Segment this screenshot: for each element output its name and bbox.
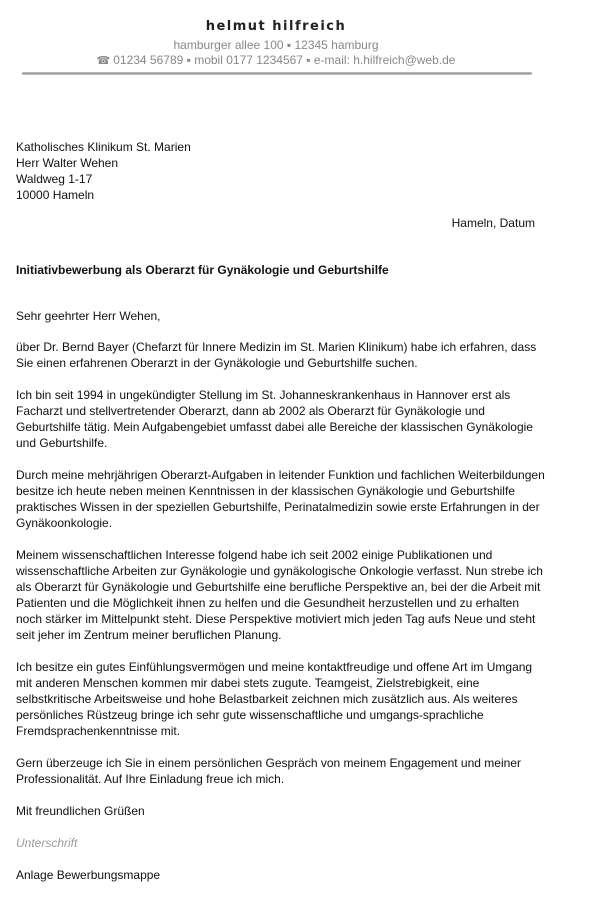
salutation: Sehr geehrter Herr Wehen, — [16, 309, 161, 323]
body-paragraph: Meinem wissenschaftlichen Interesse folgend habe ich seit 2002 einige Publikationen und wissenschaftliche Arbeiten zur Gynäkologie und gynäkologische Onkologie verfasst. Nun strebe ich als Oberarzt für Gynäkologie und Geburtshilfe eine berufliche Perspektive an, bei der die Arbeit mit Patienten und die Möglichkeit ihnen zu helfen und die Gesundheit herzustellen und zu erhalten noch stärker im Mittelpunkt steht. Diese Perspektive motiviert mich jeden Tag aufs Neue und steht seit jeher im Zentrum meiner beruflichen Planung. — [16, 548, 543, 642]
body-paragraph: Ich bin seit 1994 in ungekündigter Stellung im St. Johanneskrankenhaus in Hannover erst als Facharzt und stellvertretender Oberarzt, dann ab 2002 als Oberarzt für Gynäkologie und Geburtshilfe tätig. Mein Aufgabengebiet umfasst dabei alle Bereiche der klassischen Gynäkologie und Geburtshilfe. — [16, 388, 533, 450]
recipient-city: 10000 Hameln — [16, 188, 95, 202]
sender-contact-line — [0, 53, 552, 69]
letterhead-divider — [22, 72, 532, 75]
telephone-icon: ☎ — [96, 55, 111, 67]
place-date: Hameln, Datum — [451, 216, 535, 230]
enclosure-note: Anlage Bewerbungsmappe — [16, 868, 161, 882]
recipient-organization: Katholisches Klinikum St. Marien — [16, 140, 191, 154]
body-paragraph: über Dr. Bernd Bayer (Chefarzt für Innere Medizin im St. Marien Klinikum) habe ich erfahren, dass Sie einen erfahrenen Oberarzt in der Gynäkologie und Geburtshilfe suchen. — [16, 340, 537, 370]
recipient-street: Waldweg 1-17 — [16, 172, 93, 186]
sender-address: hamburger allee 100 ▪ 12345 hamburg — [173, 38, 379, 52]
sender-name: helmut hilfreich — [205, 19, 347, 34]
body-paragraph: Ich besitze ein gutes Einfühlungsvermögen und meine kontaktfreudige und offene Art im Umgang mit anderen Menschen kommen mir dabei stets zugute. Teamgeist, Zielstrebigkeit, eine selbstkritische Arbeitsweise und hohe Belastbarkeit zeichnen mich zusätzlich aus. Als weiteres persönliches Rüstzeug bringe ich sehr gute wissenschaftliche und umgangs-sprachliche Fremdsprachenkenntnisse mit. — [16, 660, 533, 738]
letterhead — [0, 18, 552, 69]
subject-line: Initiativbewerbung als Oberarzt für Gynäkologie und Geburtshilfe — [16, 263, 389, 277]
recipient-name: Herr Walter Wehen — [16, 156, 119, 170]
recipient-address — [16, 139, 191, 203]
closing: Mit freundlichen Grüßen — [16, 804, 145, 818]
signature-placeholder: Unterschrift — [16, 836, 78, 850]
body-paragraph: Gern überzeuge ich Sie in einem persönlichen Gespräch von meinem Engagement und meiner Professionalität. Auf Ihre Einladung freue ich mich. — [16, 756, 521, 786]
letter-body — [16, 308, 546, 899]
body-paragraph: Durch meine mehrjährigen Oberarzt-Aufgaben in leitender Funktion und fachlichen Weiterbildungen besitze ich heute neben meinen Kenntnissen in der klassischen Gynäkologie und Geburtshilfe praktisches Wissen in der speziellen Geburtshilfe, Perinatalmedizin sowie erste Erfahrungen in der Gynäkoonkologie. — [16, 468, 545, 530]
sender-contact: 01234 56789 ▪ mobil 0177 1234567 ▪ e-mail: h.hilfreich@web.de — [113, 53, 456, 67]
